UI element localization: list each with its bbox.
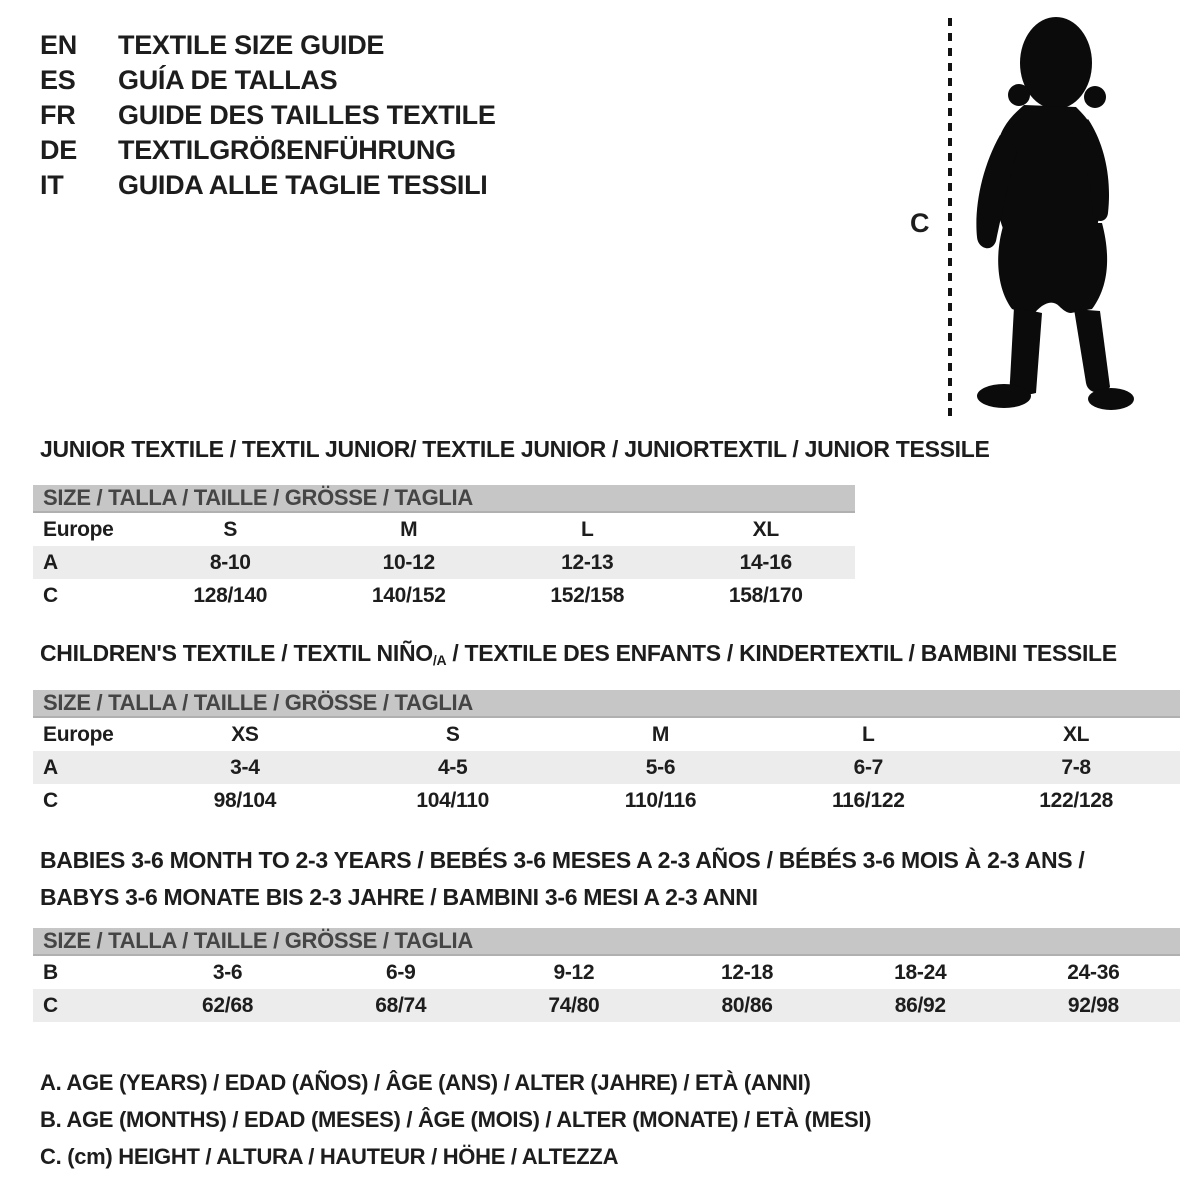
table-cell: 6-9	[386, 960, 416, 984]
table-cell: 3-4	[230, 755, 260, 779]
table-cell: 5-6	[645, 755, 676, 779]
children-section-title	[40, 640, 1117, 668]
table-cell: 128/140	[193, 583, 268, 607]
table-cell: 110/116	[624, 788, 697, 812]
table-cell: XL	[1062, 722, 1090, 746]
children-title-subscript: /A	[432, 652, 447, 668]
row-label: C	[43, 993, 58, 1017]
table-cell: 4-5	[437, 755, 468, 779]
children-size-table	[33, 690, 1180, 817]
babies-title-line1: BABIES 3-6 MONTH TO 2-3 YEARS / BEBÉS 3-6 MESES A 2-3 AÑOS / BÉBÉS 3-6 MOIS À 2-3 ANS /	[40, 847, 1085, 873]
row-label: Europe	[43, 722, 114, 746]
table-cell: L	[580, 517, 594, 541]
junior-size-table	[33, 485, 855, 612]
row-label: B	[43, 960, 58, 984]
table-cell: 116/122	[831, 788, 905, 812]
table-cell: 152/158	[550, 583, 625, 607]
legend-line-a: A. AGE (YEARS) / EDAD (AÑOS) / ÂGE (ANS) / ALTER (JAHRE) / ETÀ (ANNI)	[40, 1069, 811, 1095]
lang-code: IT	[40, 170, 64, 200]
lang-label: GUIDE DES TAILLES TEXTILE	[118, 100, 496, 130]
table-row-age-months	[33, 956, 1180, 989]
toddler-silhouette-icon	[964, 15, 1136, 415]
children-title-text: / TEXTILE DES ENFANTS / KINDERTEXTIL / BAMBINI TESSILE	[446, 640, 1117, 666]
table-cell: 62/68	[202, 993, 254, 1017]
table-cell: L	[862, 722, 875, 746]
size-header-bar: SIZE / TALLA / TAILLE / GRÖSSE / TAGLIA	[33, 928, 1180, 956]
table-row-height	[33, 989, 1180, 1022]
row-label: A	[43, 550, 58, 574]
babies-section-title	[40, 842, 1085, 916]
table-cell: 122/128	[1039, 788, 1113, 812]
lang-code: FR	[40, 100, 76, 130]
table-cell: 74/80	[548, 993, 600, 1017]
lang-code: EN	[40, 30, 77, 60]
lang-code: DE	[40, 135, 77, 165]
table-cell: 18-24	[894, 960, 947, 984]
table-cell: M	[400, 517, 418, 541]
table-cell: 3-6	[212, 960, 243, 984]
table-cell: XS	[231, 722, 259, 746]
height-measure-label: C	[910, 208, 930, 238]
table-cell: S	[445, 722, 460, 746]
measurement-legend	[40, 1064, 871, 1175]
lang-row-it	[40, 168, 496, 203]
table-cell: 98/104	[213, 788, 277, 812]
table-cell: 92/98	[1067, 993, 1119, 1017]
children-title-text: CHILDREN'S TEXTILE / TEXTIL NIÑO	[40, 640, 433, 666]
table-cell: M	[651, 722, 670, 746]
table-cell: 80/86	[721, 993, 773, 1017]
table-cell: 86/92	[894, 993, 946, 1017]
lang-label: TEXTILE SIZE GUIDE	[118, 30, 385, 60]
table-cell: 68/74	[375, 993, 427, 1017]
language-title-block	[40, 28, 496, 203]
lang-code: ES	[40, 65, 76, 95]
row-label: C	[43, 788, 58, 812]
table-cell: 12-13	[561, 550, 614, 574]
lang-label: TEXTILGRÖßENFÜHRUNG	[118, 135, 456, 165]
size-header-bar: SIZE / TALLA / TAILLE / GRÖSSE / TAGLIA	[33, 690, 1180, 718]
lang-row-es	[40, 63, 496, 98]
table-cell: 158/170	[728, 583, 803, 607]
height-measure-dashed-line	[948, 18, 952, 416]
table-row-height	[33, 784, 1180, 817]
table-row-age-years	[33, 751, 1180, 784]
lang-row-fr	[40, 98, 496, 133]
table-cell: XL	[752, 517, 779, 541]
table-row-height	[33, 579, 855, 612]
table-row-europe	[33, 718, 1180, 751]
table-cell: 24-36	[1067, 960, 1120, 984]
table-cell: 6-7	[853, 755, 884, 779]
table-cell: 9-12	[553, 960, 595, 984]
table-row-europe	[33, 513, 855, 546]
legend-line-b: B. AGE (MONTHS) / EDAD (MESES) / ÂGE (MOIS) / ALTER (MONATE) / ETÀ (MESI)	[40, 1106, 872, 1132]
lang-row-de	[40, 133, 496, 168]
babies-title-line2: BABYS 3-6 MONATE BIS 2-3 JAHRE / BAMBINI 3-6 MESI A 2-3 ANNI	[40, 884, 758, 910]
table-cell: 12-18	[720, 960, 774, 984]
row-label: A	[43, 755, 58, 779]
lang-row-en	[40, 28, 496, 63]
lang-label: GUÍA DE TALLAS	[118, 65, 338, 95]
legend-line-c: C. (cm) HEIGHT / ALTURA / HAUTEUR / HÖHE / ALTEZZA	[40, 1143, 619, 1169]
table-cell: 140/152	[371, 583, 446, 607]
table-cell: 104/110	[416, 788, 490, 812]
table-cell: 14-16	[739, 550, 792, 574]
row-label: C	[43, 583, 58, 607]
table-row-age-years	[33, 546, 855, 579]
table-cell: 10-12	[382, 550, 435, 574]
junior-section-title: JUNIOR TEXTILE / TEXTIL JUNIOR/ TEXTILE JUNIOR / JUNIORTEXTIL / JUNIOR TESSILE	[40, 436, 990, 462]
lang-label: GUIDA ALLE TAGLIE TESSILI	[118, 170, 488, 200]
size-header-bar: SIZE / TALLA / TAILLE / GRÖSSE / TAGLIA	[33, 485, 855, 513]
babies-size-table	[33, 928, 1180, 1022]
table-cell: S	[223, 517, 238, 541]
row-label: Europe	[43, 517, 114, 541]
table-cell: 8-10	[209, 550, 251, 574]
table-cell: 7-8	[1061, 755, 1091, 779]
